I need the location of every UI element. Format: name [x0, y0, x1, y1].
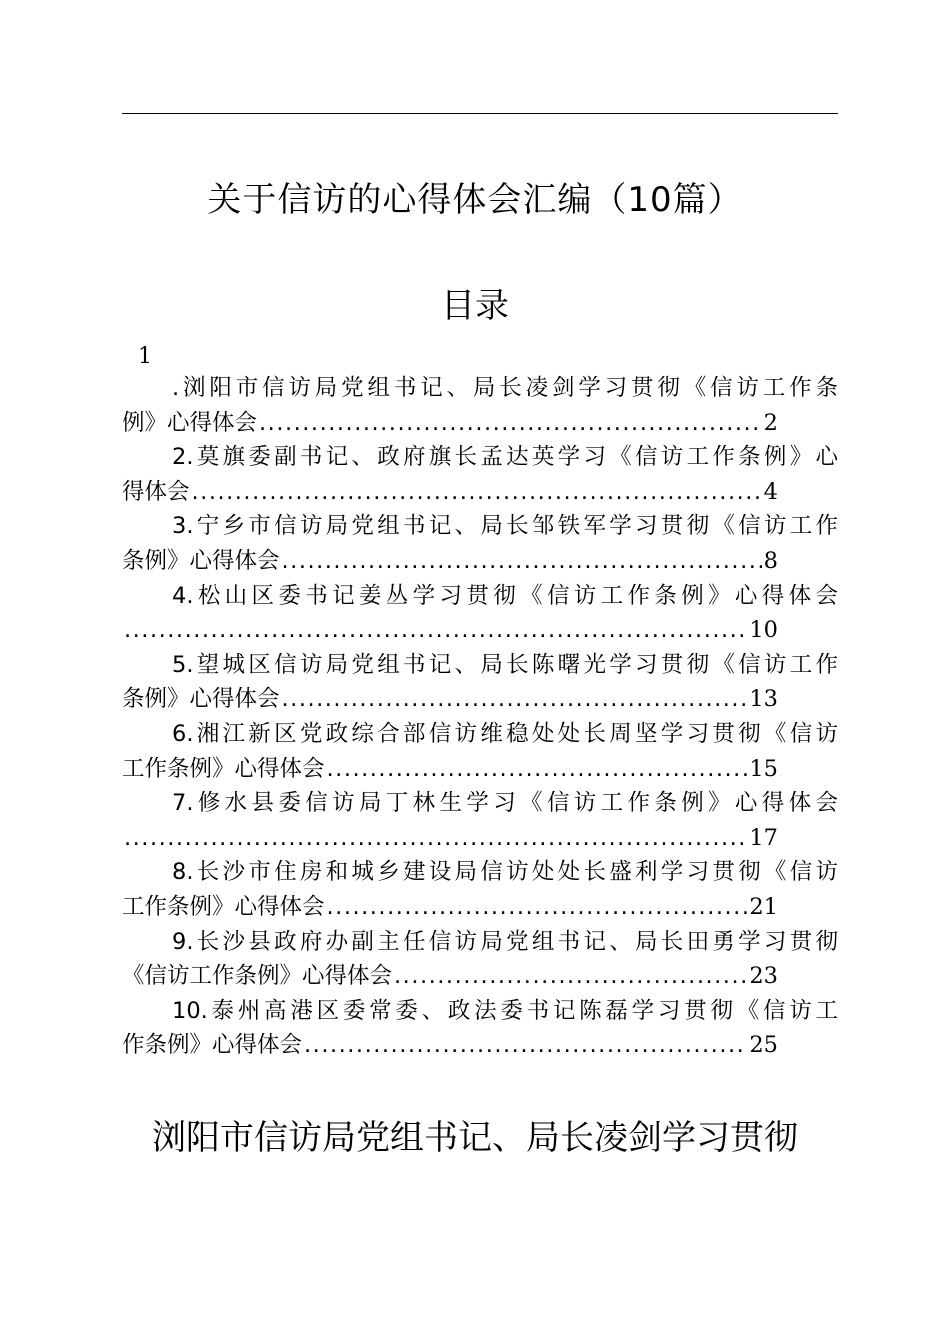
toc-entry-3[interactable] [122, 509, 838, 578]
toc-leader-dots [304, 1028, 747, 1063]
toc-leader-dots [394, 959, 747, 994]
toc-entry-8[interactable] [122, 855, 838, 924]
toc-heading: 目录 [441, 286, 509, 326]
toc-entry-title-cont: 工作条例》心得体会 [122, 755, 325, 782]
toc-entry-5[interactable] [122, 648, 838, 717]
table-of-contents [122, 371, 838, 1063]
toc-page-number: 21 [749, 893, 778, 920]
toc-leader-dots [327, 752, 748, 787]
toc-entry-title: 8.长沙市住房和城乡建设局信访处处长盛利学习贯彻《信访 [172, 859, 838, 886]
toc-leader-dots [282, 682, 748, 717]
toc-leader-dots [124, 613, 747, 648]
toc-entry-title: 4.松山区委书记姜丛学习贯彻《信访工作条例》心得体会 [172, 582, 838, 609]
document-title: 关于信访的心得体会汇编（10篇） [207, 180, 743, 220]
toc-entry-title: 3.宁乡市信访局党组书记、局长邹铁军学习贯彻《信访工作 [172, 513, 838, 540]
toc-page-number: 17 [749, 824, 778, 851]
toc-leading-number: 1 [138, 344, 152, 369]
toc-entry-title-cont: 条例》心得体会 [122, 547, 280, 574]
header-rule [122, 113, 838, 114]
toc-entry-title-cont: 工作条例》心得体会 [122, 893, 325, 920]
toc-entry-4[interactable] [122, 579, 838, 648]
toc-entry-10[interactable] [122, 994, 838, 1063]
toc-entry-6[interactable] [122, 717, 838, 786]
toc-entry-title: 10.泰州高港区委常委、政法委书记陈磊学习贯彻《信访工 [172, 997, 838, 1024]
toc-leader-dots [259, 406, 762, 441]
toc-page-number: 8 [763, 547, 778, 574]
toc-entry-title-cont: 得体会 [122, 478, 190, 505]
toc-entry-1[interactable] [122, 371, 838, 440]
toc-entry-title: 7.修水县委信访局丁林生学习《信访工作条例》心得体会 [172, 790, 838, 817]
toc-leader-dots [124, 821, 747, 856]
toc-page-number: 10 [749, 617, 778, 644]
toc-entry-title: .浏阳市信访局党组书记、局长凌剑学习贯彻《信访工作条 [172, 375, 838, 401]
toc-entry-title: 2.莫旗委副书记、政府旗长孟达英学习《信访工作条例》心 [172, 444, 838, 471]
toc-leader-dots [282, 544, 762, 579]
toc-entry-7[interactable] [122, 786, 838, 855]
toc-page-number: 23 [749, 963, 778, 990]
toc-page-number: 2 [763, 409, 778, 436]
toc-leader-dots [192, 475, 762, 510]
toc-leader-dots [327, 890, 748, 925]
toc-entry-title-cont: 条例》心得体会 [122, 686, 280, 713]
toc-entry-2[interactable] [122, 440, 838, 509]
toc-entry-9[interactable] [122, 925, 838, 994]
toc-entry-title-cont: 《信访工作条例》心得体会 [122, 963, 393, 990]
toc-entry-title: 5.望城区信访局党组书记、局长陈曙光学习贯彻《信访工作 [172, 651, 838, 678]
toc-page-number: 13 [749, 686, 778, 713]
toc-entry-title-cont: 例》心得体会 [122, 409, 258, 436]
section-heading: 浏阳市信访局党组书记、局长凌剑学习贯彻 [152, 1118, 798, 1158]
toc-page-number: 15 [749, 755, 778, 782]
toc-entry-title-cont: 作条例》心得体会 [122, 1032, 303, 1059]
toc-entry-title: 9.长沙县政府办副主任信访局党组书记、局长田勇学习贯彻 [172, 928, 838, 955]
toc-entry-title: 6.湘江新区党政综合部信访维稳处处长周坚学习贯彻《信访 [172, 720, 838, 747]
toc-page-number: 25 [749, 1032, 778, 1059]
toc-page-number: 4 [763, 478, 778, 505]
